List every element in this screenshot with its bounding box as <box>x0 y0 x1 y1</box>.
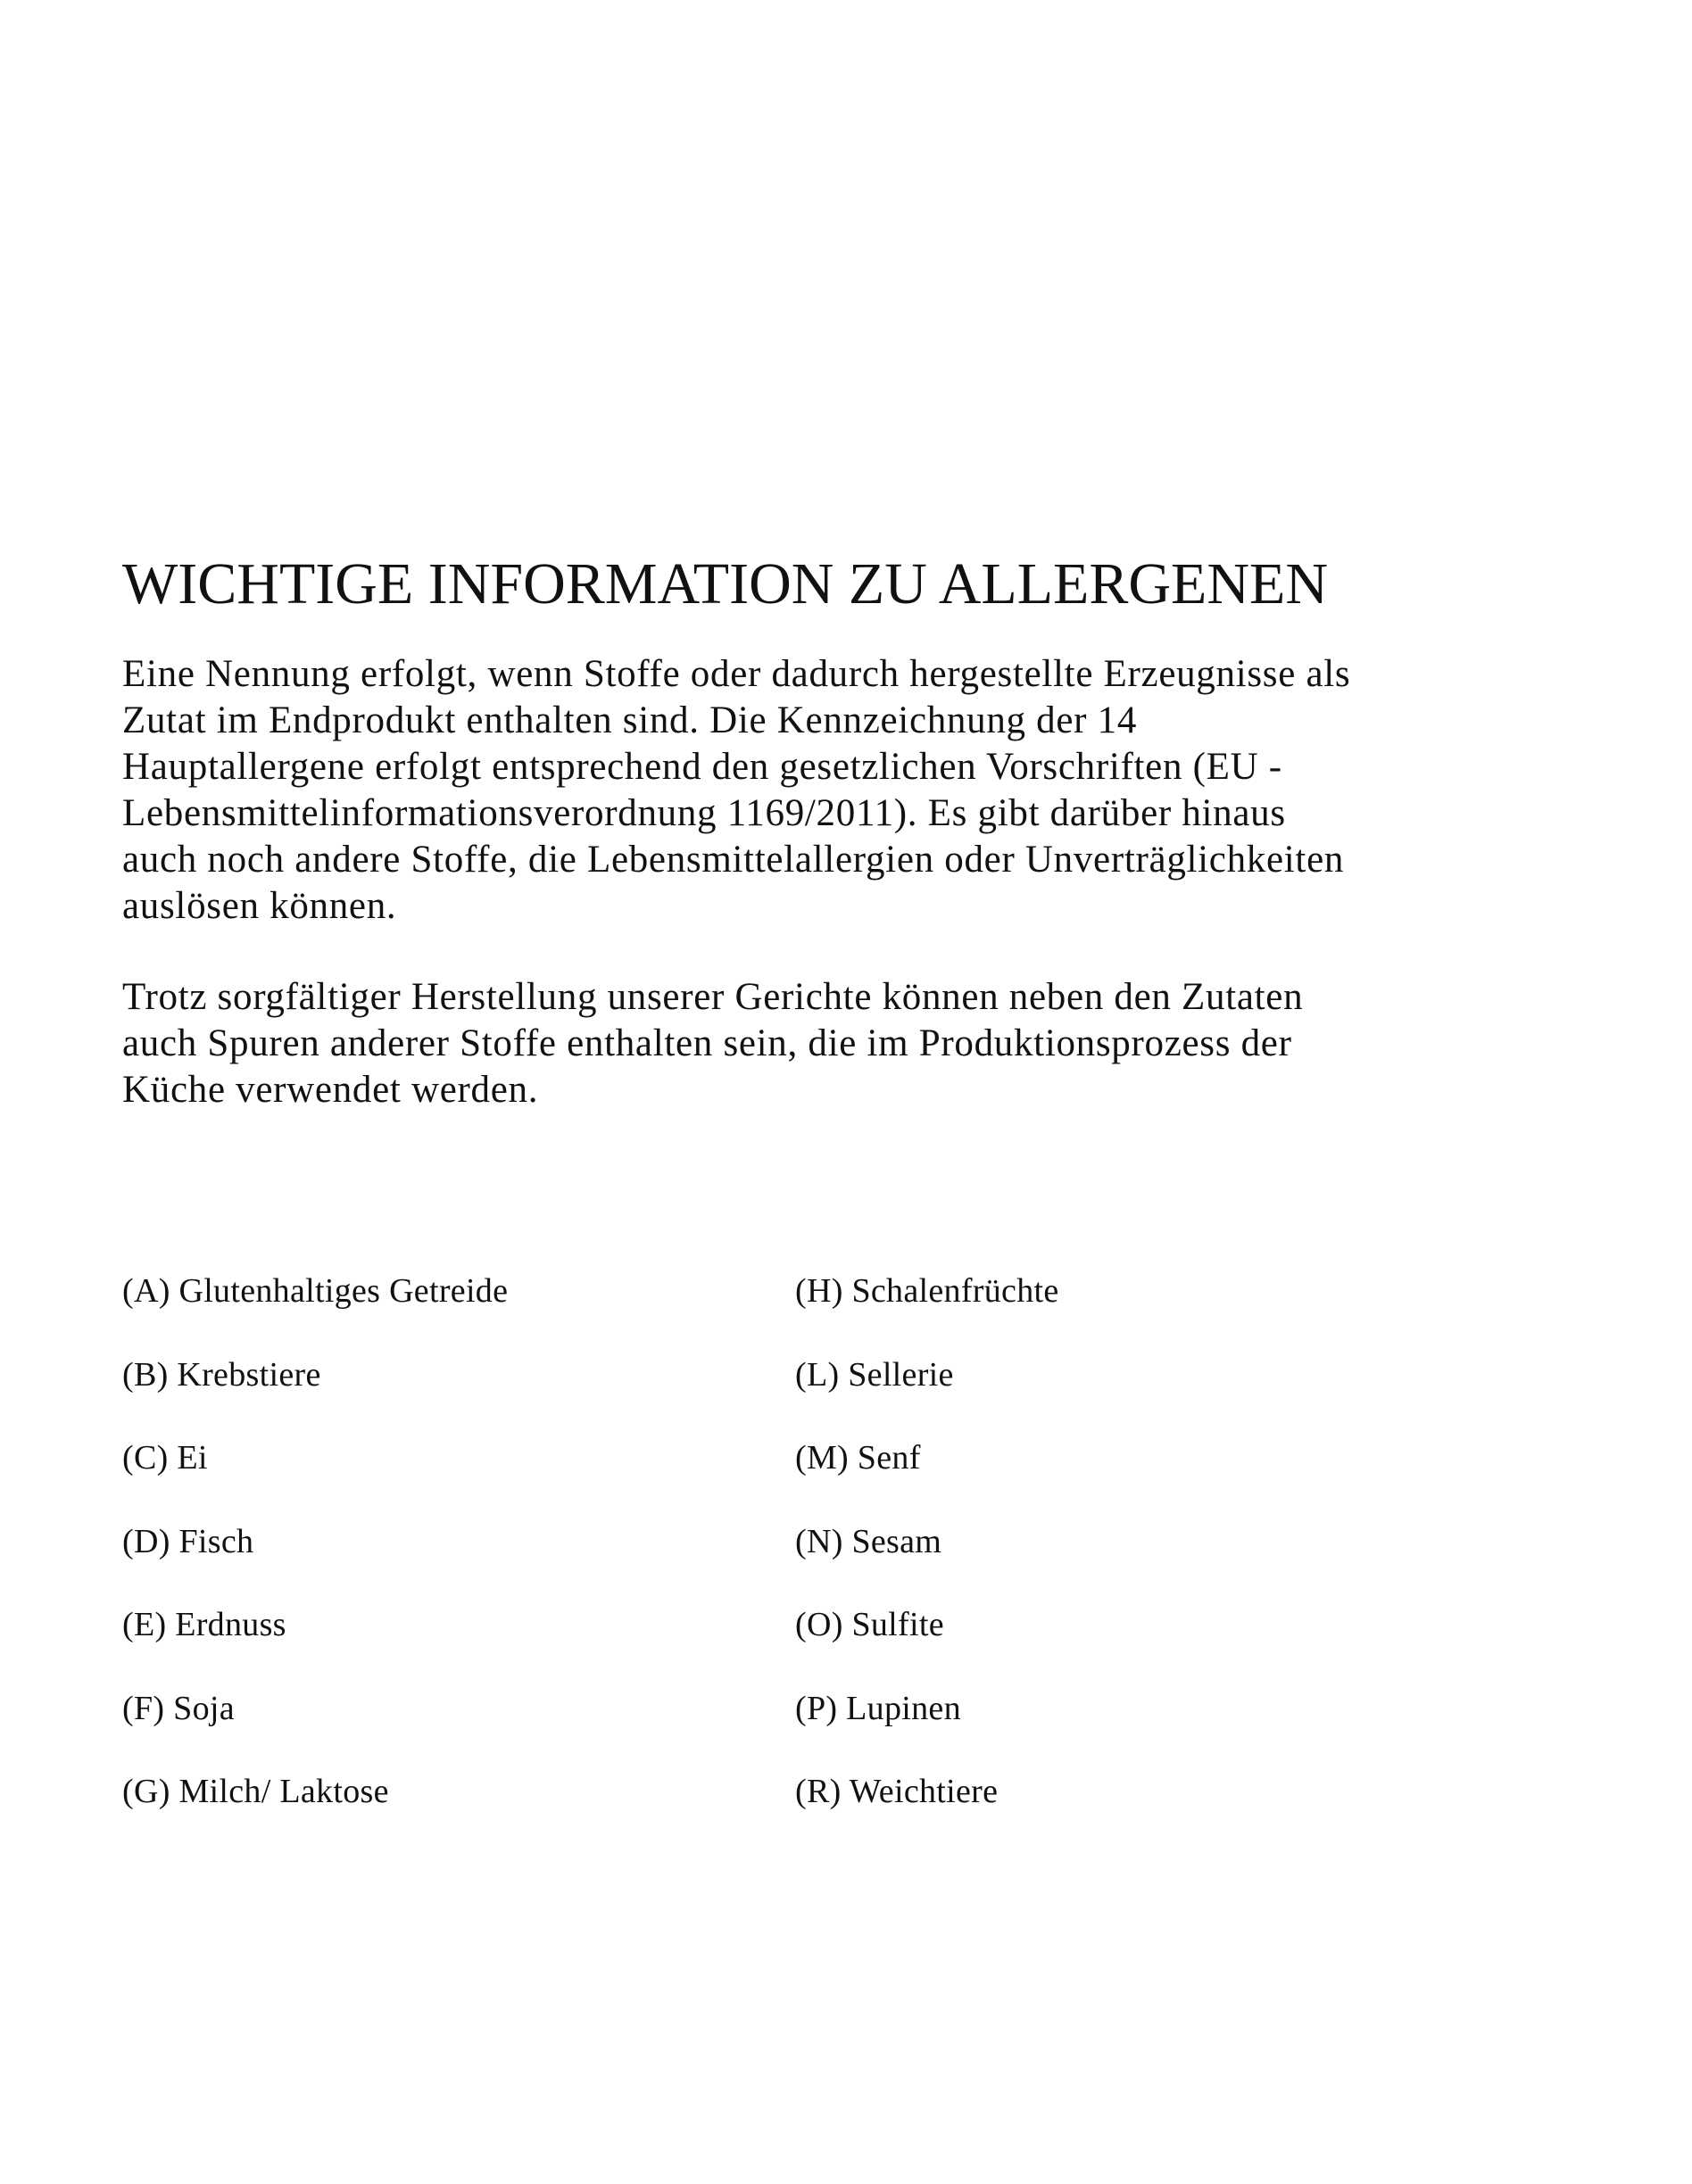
paragraph-line: Zutat im Endprodukt enthalten sind. Die Kennzeichnung der 14 <box>122 699 1138 741</box>
allergen-item-l: (L) Sellerie <box>795 1355 954 1394</box>
paragraph-line: Eine Nennung erfolgt, wenn Stoffe oder dadurch hergestellte Erzeugnisse als <box>122 653 1351 695</box>
paragraph-line: Trotz sorgfältiger Herstellung unserer Gerichte können neben den Zutaten <box>122 976 1304 1018</box>
intro-paragraph <box>122 651 1604 930</box>
paragraph-line: Lebensmittelinformationsverordnung 1169/2011). Es gibt darüber hinaus <box>122 792 1286 834</box>
allergen-item-n: (N) Sesam <box>795 1522 942 1560</box>
allergen-column-right <box>795 1270 1059 1854</box>
allergen-item-p: (P) Lupinen <box>795 1689 961 1727</box>
paragraph-line: auch Spuren anderer Stoffe enthalten sein, die im Produktionsprozess der <box>122 1022 1292 1064</box>
paragraph-line: Küche verwendet werden. <box>122 1069 539 1111</box>
allergen-column-left <box>122 1270 508 1854</box>
paragraph-line: auch noch andere Stoffe, die Lebensmittelallergien oder Unverträglichkeiten <box>122 839 1345 881</box>
allergen-item-h: (H) Schalenfrüchte <box>795 1272 1059 1310</box>
page-title: WICHTIGE INFORMATION ZU ALLERGENEN <box>122 551 1329 616</box>
allergen-item-r: (R) Weichtiere <box>795 1773 999 1810</box>
paragraph-line: Hauptallergene erfolgt entsprechend den gesetzlichen Vorschriften (EU - <box>122 746 1282 788</box>
allergen-item-o: (O) Sulfite <box>795 1606 944 1643</box>
traces-paragraph <box>122 974 1604 1113</box>
allergen-item-f: (F) Soja <box>122 1689 235 1727</box>
allergen-item-d: (D) Fisch <box>122 1522 254 1560</box>
allergen-item-a: (A) Glutenhaltiges Getreide <box>122 1272 509 1310</box>
paragraph-line: auslösen können. <box>122 885 397 927</box>
allergen-item-c: (C) Ei <box>122 1439 208 1477</box>
allergen-item-m: (M) Senf <box>795 1439 921 1477</box>
allergen-item-b: (B) Krebstiere <box>122 1355 321 1394</box>
allergen-item-e: (E) Erdnuss <box>122 1606 286 1643</box>
allergen-item-g: (G) Milch/ Laktose <box>122 1773 389 1810</box>
